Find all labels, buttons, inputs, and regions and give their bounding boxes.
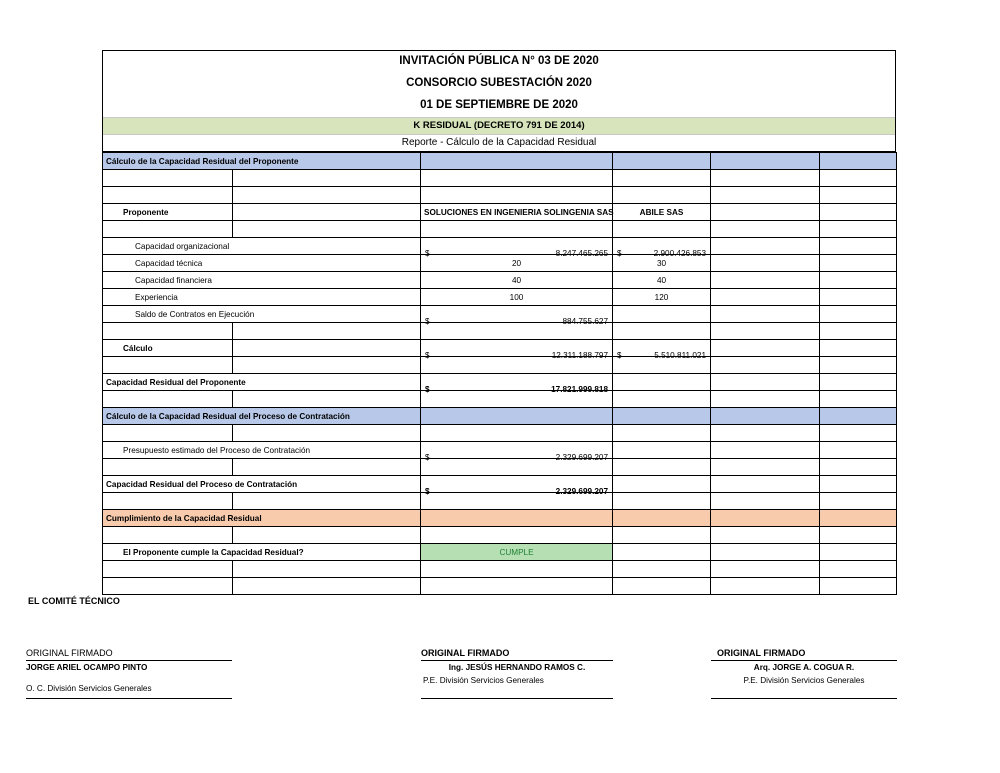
p2-value: 120 [613,289,711,306]
capacidad-organizacional-row [103,238,897,255]
currency-sign: $ [617,351,622,360]
table-row [103,493,897,510]
currency-sign: $ [425,351,430,360]
currency-sign: $ [425,385,430,394]
saldo-contratos-row [103,306,897,323]
signature-block-1 [26,647,232,699]
capacidad-tecnica-row [103,255,897,272]
table-row [103,459,897,476]
signature-role: P.E. División Servicios Generales [421,674,613,699]
k-residual-band: K RESIDUAL (DECRETO 791 DE 2014) [103,117,895,135]
calculo-row [103,340,897,357]
row-label: Capacidad financiera [103,272,421,289]
currency-sign: $ [425,453,430,462]
p1-value: 100 [421,289,613,306]
p2-value: $ 2.900.426.853 [613,238,711,255]
signature-status: ORIGINAL FIRMADO [421,648,510,658]
date-title: 01 DE SEPTIEMBRE DE 2020 [420,99,578,111]
total-value: $ 17.821.999.818 [421,374,613,391]
proponente-label: Proponente [103,204,233,221]
p1-value: $ 884.755.627 [421,306,613,323]
section-row-proceso [103,408,897,425]
capacity-table [102,152,897,595]
table-row [103,187,897,204]
committee-label: EL COMITÉ TÉCNICO [28,596,120,606]
signature-block-2 [421,647,613,699]
proponente-row [103,204,897,221]
capacidad-residual-proceso-row [103,476,897,493]
table-row [103,391,897,408]
experiencia-row [103,289,897,306]
table-row [103,170,897,187]
currency-sign: $ [425,317,430,326]
row-label: Saldo de Contratos en Ejecución [103,306,421,323]
table-row [103,425,897,442]
p2-value: $ 5.510.811.021 [613,340,711,357]
row-label: Capacidad técnica [103,255,421,272]
table-row [103,323,897,340]
currency-sign: $ [617,249,622,258]
consortium-title: CONSORCIO SUBESTACIÓN 2020 [406,77,592,89]
p2-value: 40 [613,272,711,289]
section-label: Cumplimiento de la Capacidad Residual [103,510,421,527]
signature-name: Arq. JORGE A. COGUA R. [711,660,897,674]
currency-sign: $ [425,249,430,258]
p1-value: $ 8.247.465.265 [421,238,613,255]
row-label: Capacidad organizacional [103,238,421,255]
total-value: $ 2.329.699.207 [421,476,613,493]
table-row [103,221,897,238]
cumple-status-badge: CUMPLE [421,544,613,561]
report-sheet [102,50,896,595]
capacidad-residual-proponente-row [103,374,897,391]
signature-status: ORIGINAL FIRMADO [717,648,806,658]
signature-block-3 [711,647,897,699]
row-label: El Proponente cumple la Capacidad Residual? [103,544,421,561]
budget-value: $ 2.329.699.207 [421,442,613,459]
report-header [102,50,896,152]
section-label: Cálculo de la Capacidad Residual del Proponente [103,153,421,170]
row-label: Cálculo [103,340,233,357]
cumple-row [103,544,897,561]
signature-role: P.E. División Servicios Generales [711,674,897,699]
row-label: Presupuesto estimado del Proceso de Contratación [103,442,421,459]
table-row [103,561,897,578]
report-subtitle: Reporte - Cálculo de la Capacidad Residual [103,135,895,152]
proponente-2-name: ABILE SAS [613,204,711,221]
signature-role: O. C. División Servicios Generales [26,674,232,699]
p1-value: 40 [421,272,613,289]
signature-name: JORGE ARIEL OCAMPO PINTO [26,660,232,674]
signature-status: ORIGINAL FIRMADO [26,648,113,658]
proponente-1-name: SOLUCIONES EN INGENIERIA SOLINGENIA SAS [421,204,613,221]
table-row [103,578,897,595]
presupuesto-row [103,442,897,459]
p1-value: $ 12.311.188.797 [421,340,613,357]
section-label: Cálculo de la Capacidad Residual del Proceso de Contratación [103,408,421,425]
p2-value: 30 [613,255,711,272]
invitation-title: INVITACIÓN PÚBLICA N° 03 DE 2020 [103,50,895,72]
currency-sign: $ [425,487,430,496]
capacidad-financiera-row [103,272,897,289]
section-row-proponente [103,153,897,170]
row-label: Capacidad Residual del Proceso de Contratación [103,476,421,493]
row-label: Experiencia [103,289,421,306]
row-label: Capacidad Residual del Proponente [103,374,421,391]
p1-value: 20 [421,255,613,272]
table-row [103,527,897,544]
signature-name: Ing. JESÚS HERNANDO RAMOS C. [421,660,613,674]
section-row-cumplimiento [103,510,897,527]
table-row [103,357,897,374]
